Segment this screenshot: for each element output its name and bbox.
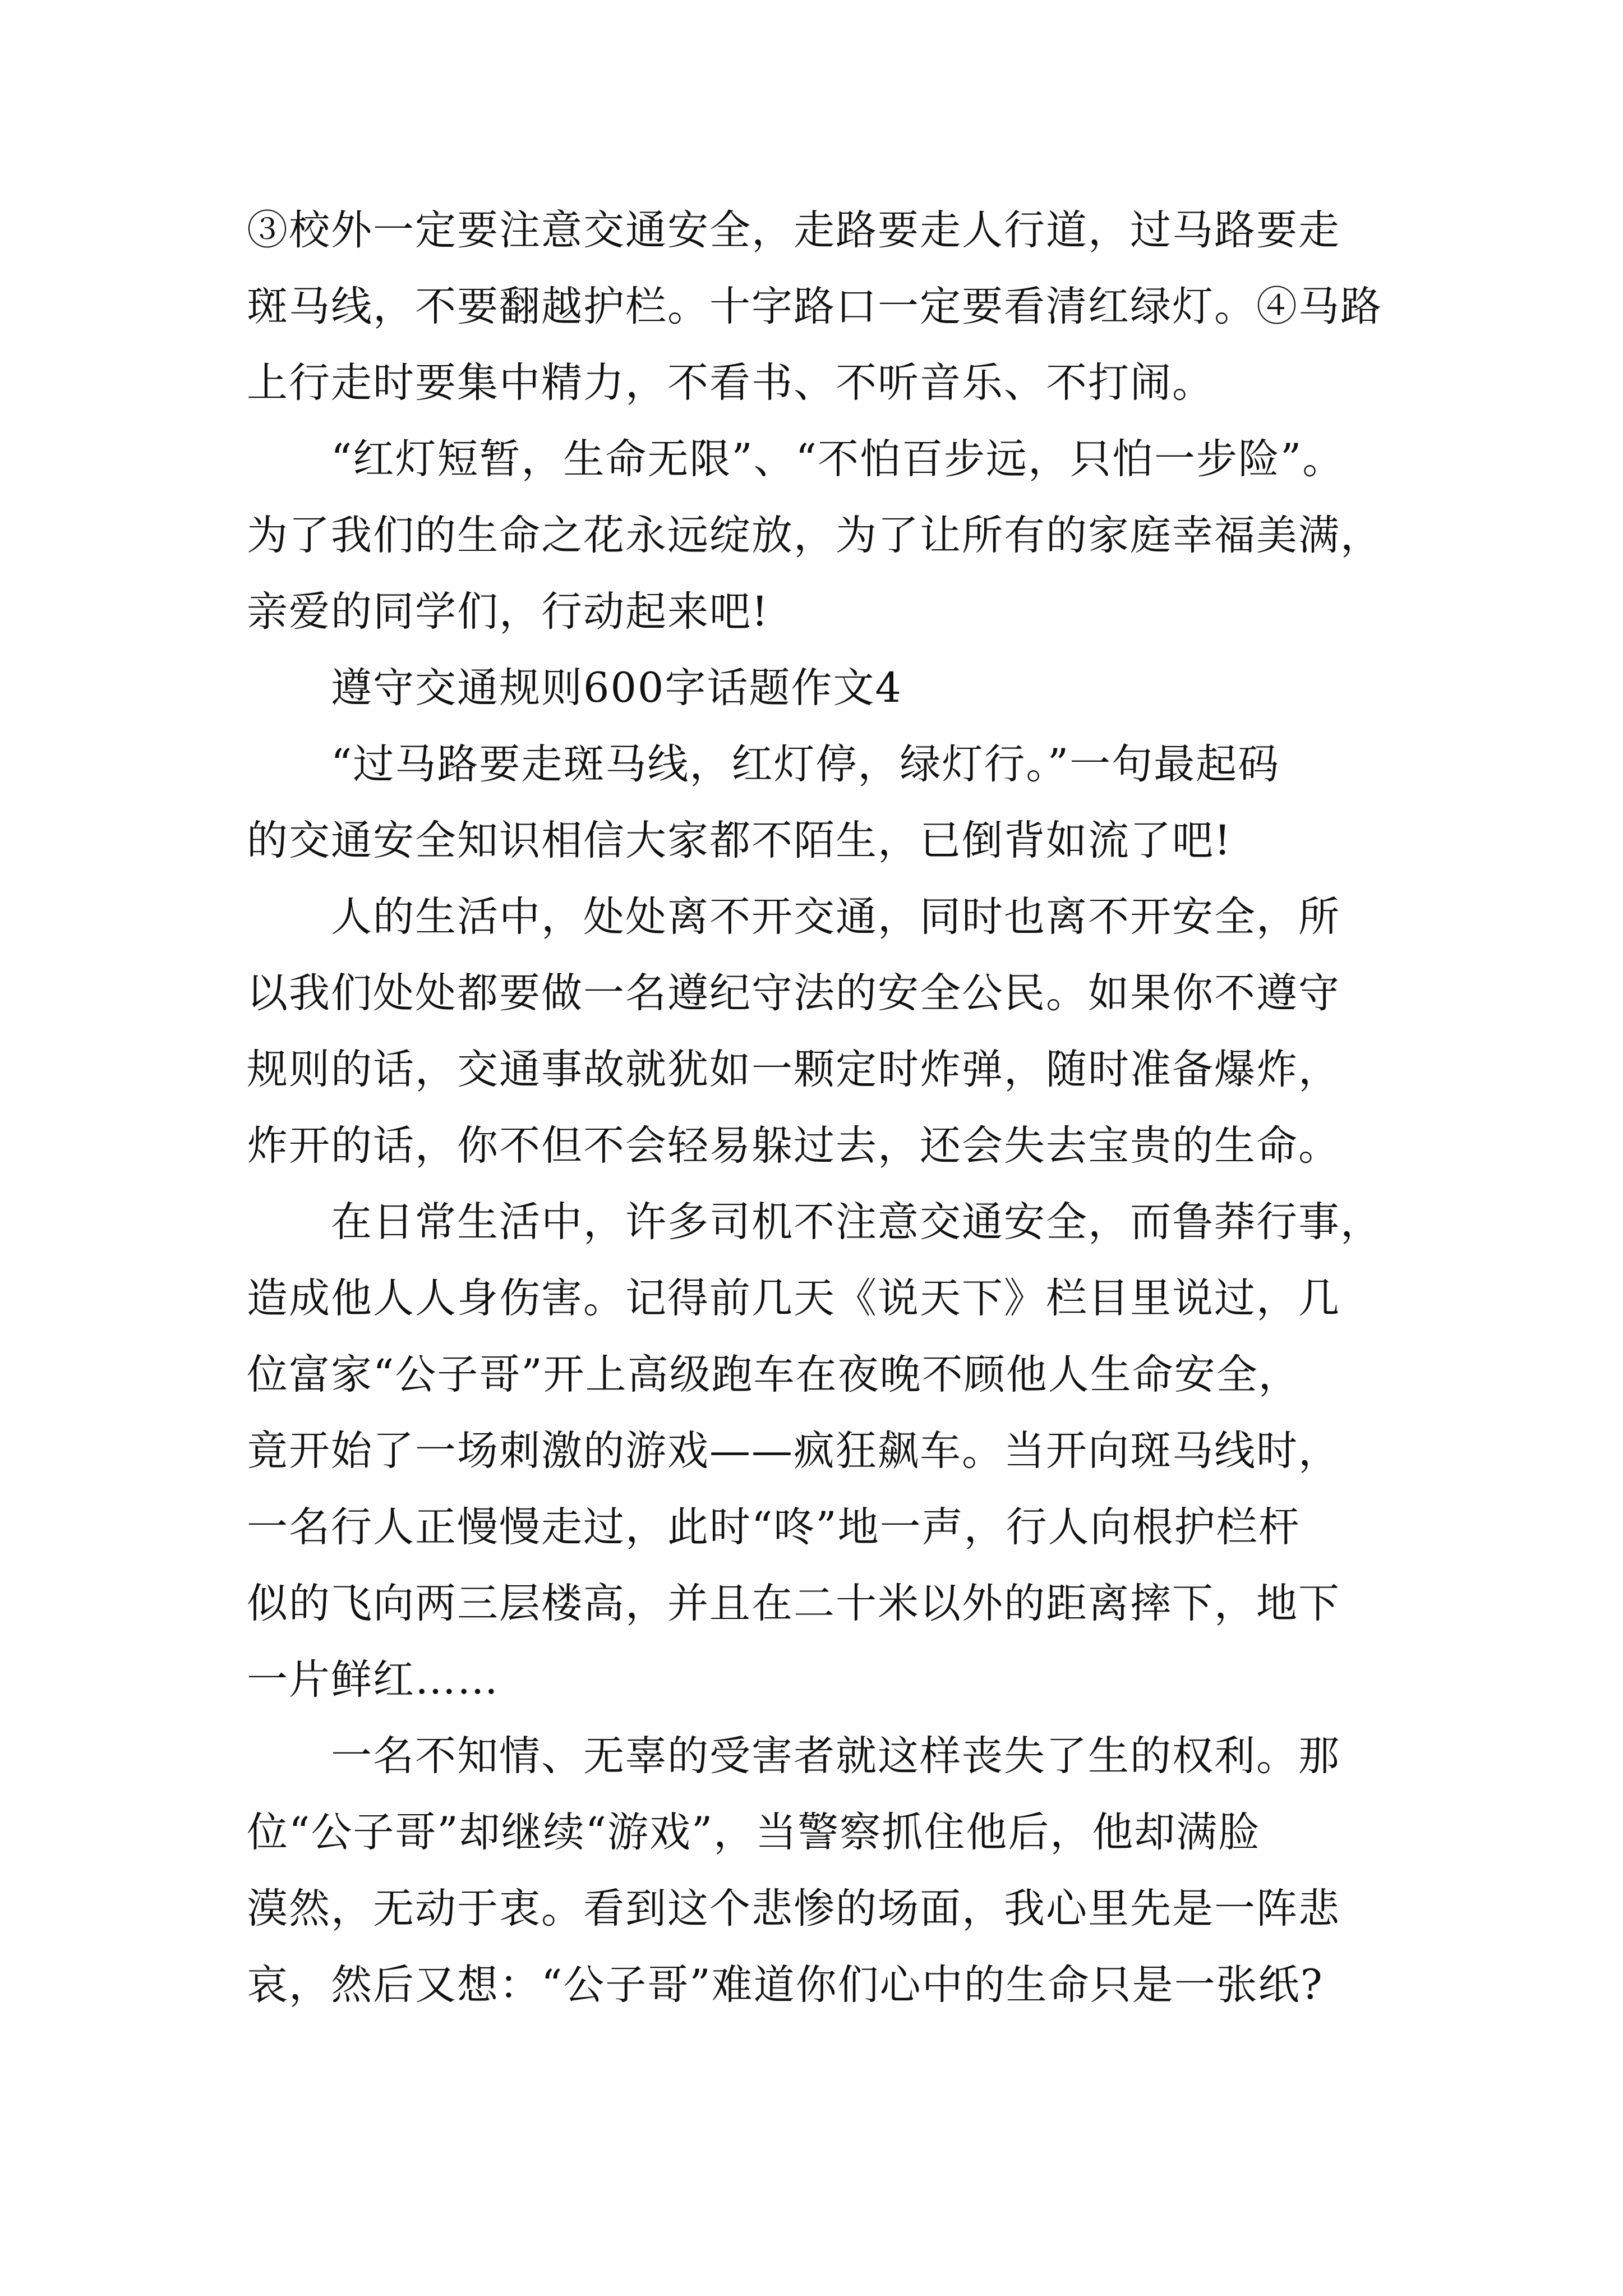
text-line: 规则的话，交通事故就犹如一颗定时炸弹，随时准备爆炸， bbox=[247, 1046, 1340, 1093]
text-line: 为了我们的生命之花永远绽放，为了让所有的家庭幸福美满， bbox=[247, 512, 1382, 559]
text-line: 竟开始了一场刺激的游戏——疯狂飙车。当开向斑马线时， bbox=[247, 1427, 1340, 1475]
text-line: 的交通安全知识相信大家都不陌生，已倒背如流了吧! bbox=[247, 817, 1232, 864]
paragraph-start: 一名不知情、无辜的受害者就这样丧失了生的权利。那 bbox=[331, 1732, 1340, 1780]
section-heading: 遵守交通规则600字话题作文4 bbox=[331, 664, 902, 712]
text-line: 漠然，无动于衷。看到这个悲惨的场面，我心里先是一阵悲 bbox=[247, 1885, 1340, 1932]
document-body bbox=[247, 205, 1391, 2036]
paragraph-start: 人的生活中，处处离不开交通，同时也离不开安全，所 bbox=[331, 893, 1340, 941]
paragraph-start: 在日常生活中，许多司机不注意交通安全，而鲁莽行事， bbox=[331, 1198, 1382, 1246]
text-line: 位富家“公子哥”开上高级跑车在夜晚不顾他人生命安全， bbox=[247, 1351, 1301, 1398]
text-line: 似的飞向两三层楼高，并且在二十米以外的距离摔下，地下 bbox=[247, 1580, 1340, 1627]
text-line: ③校外一定要注意交通安全，走路要走人行道，过马路要走 bbox=[247, 206, 1340, 254]
text-line: 一名行人正慢慢走过，此时“咚”地一声，行人向根护栏杆 bbox=[247, 1503, 1301, 1551]
text-line: 造成他人人身伤害。记得前几天《说天下》栏目里说过，几 bbox=[247, 1274, 1340, 1322]
text-line: 亲爱的同学们，行动起来吧! bbox=[247, 588, 769, 636]
text-line: 位“公子哥”却继续“游戏”，当警察抓住他后，他却满脸 bbox=[247, 1809, 1261, 1856]
text-line: 斑马线，不要翻越护栏。十字路口一定要看清红绿灯。④马路 bbox=[247, 283, 1382, 330]
text-line: 哀，然后又想：“公子哥”难道你们心中的生命只是一张纸? bbox=[247, 1961, 1324, 2009]
paragraph-start: “过马路要走斑马线，红灯停，绿灯行。”一句最起码 bbox=[331, 740, 1280, 788]
paragraph-start: “红灯短暂，生命无限”、“不怕百步远，只怕一步险”。 bbox=[331, 435, 1345, 483]
text-line: 炸开的话，你不但不会轻易躲过去，还会失去宝贵的生命。 bbox=[247, 1122, 1340, 1170]
text-line: 一片鲜红…… bbox=[247, 1656, 499, 1704]
text-line: 以我们处处都要做一名遵纪守法的安全公民。如果你不遵守 bbox=[247, 969, 1340, 1017]
text-line: 上行走时要集中精力，不看书、不听音乐、不打闹。 bbox=[247, 359, 1214, 407]
